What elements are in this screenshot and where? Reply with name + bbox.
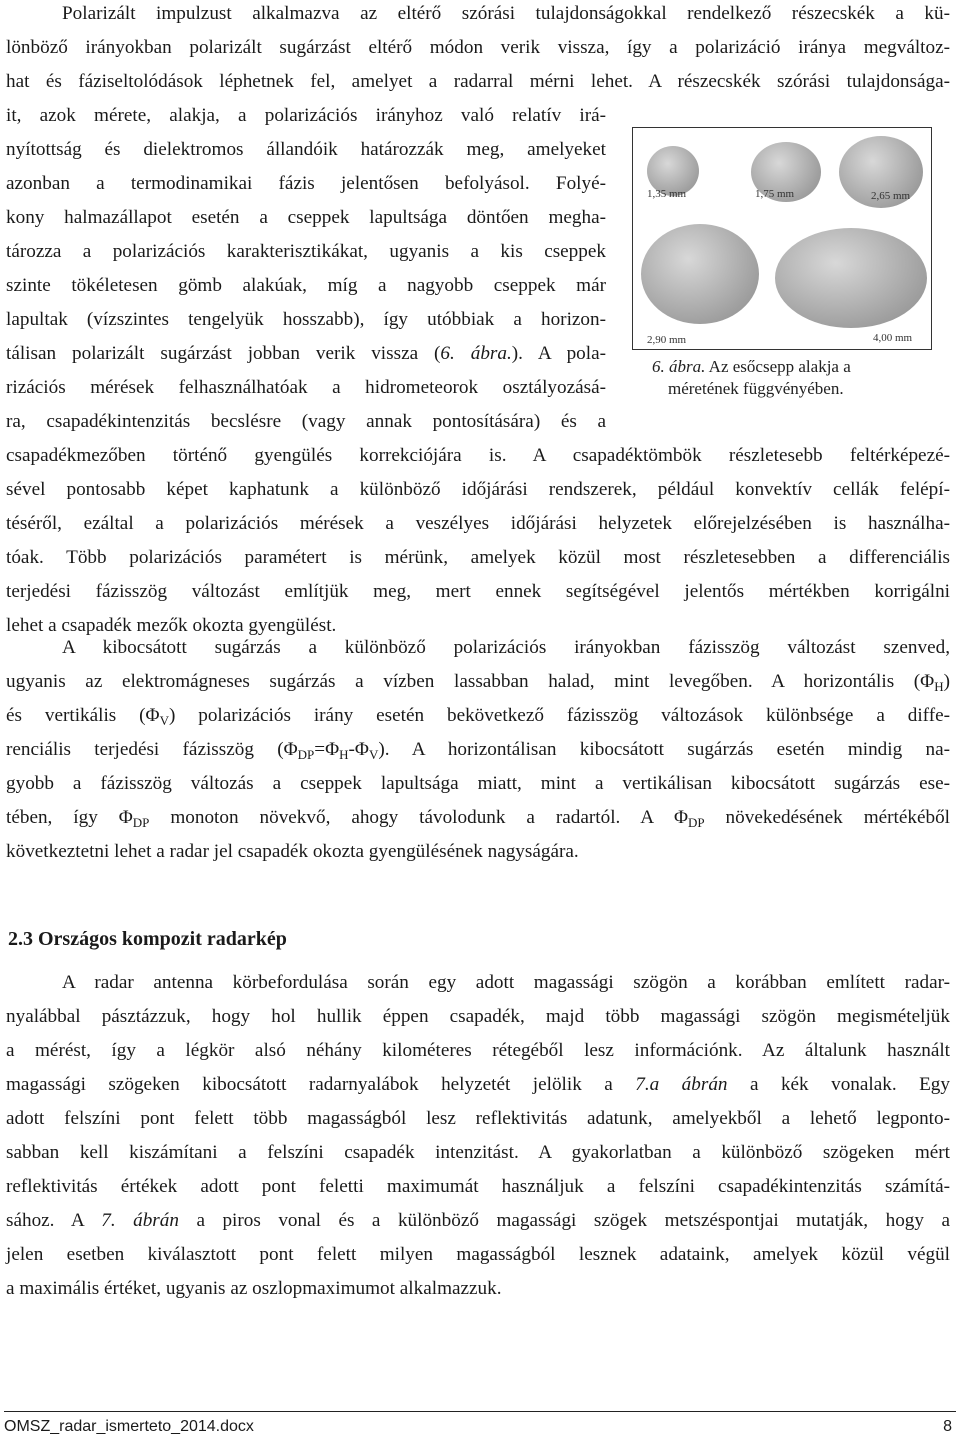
para1-text: ). A pola-: [511, 343, 606, 364]
para1-line-12: rizációs mérések felhasználhatóak a hidrometeorok osztályozásá-: [6, 377, 606, 398]
drop-label-3: 2,65 mm: [871, 190, 911, 202]
para1-line-17: tóak. Több polarizációs paramétert is mérünk, amelyek közül most részletesebben a differenciális: [6, 547, 950, 568]
para1-line-5: nyítottság és dielektromos állandóik határozzák meg, amelyeket: [6, 139, 606, 160]
para3-text: magassági szögeken kibocsátott radarnyalábok helyzetét jelölik a: [6, 1074, 636, 1095]
figure-caption-number: 6. ábra.: [652, 357, 706, 376]
para2-text: tében, így Φ: [6, 807, 133, 828]
para2-line-4: [6, 733, 950, 767]
subscript: H: [934, 679, 944, 694]
figure-reference: 6. ábra.: [440, 343, 512, 364]
para1-line-9: szinte tökéletesen gömb alakúak, míg a nagyobb cseppek már: [6, 275, 606, 296]
para3-line-7: reflektivitás értékek adott pont feletti maximumát használjuk a felszíni csapadékintenzitás számítá-: [6, 1176, 950, 1197]
para1-line-16: téséről, ezáltal a polarizációs mérések a veszélyes időjárási helyzetek előrejelzésében is használha-: [6, 513, 950, 534]
para2-line-1: A kibocsátott sugárzás a különböző polarizációs irányokban fázisszög változást szenved,: [62, 637, 950, 658]
subscript: H: [339, 747, 349, 762]
para2-line-3: [6, 699, 950, 733]
drop-label-5: 4,00 mm: [873, 332, 913, 344]
para1-line-14: csapadékmezőben történő gyengülés korrekciójára is. A csapadéktömbök részletesebb feltérképezé-: [6, 445, 950, 466]
para3-line-4: [6, 1068, 950, 1102]
subscript: DP: [687, 815, 705, 830]
para1-line-19: lehet a csapadék mezők okozta gyengülést.: [6, 615, 337, 636]
drop-label-4: 2,90 mm: [647, 334, 687, 346]
para3-line-9: jelen esetben kiválasztott pont felett milyen magasságból lesznek adataink, amelyek közül végül: [6, 1244, 950, 1265]
para2-text: ). A horizontálisan kibocsátott sugárzás esetén mindig na-: [378, 739, 950, 760]
para2-line-6: [6, 801, 950, 835]
para2-line-5: gyobb a fázisszög változás a cseppek lapultsága miatt, mint a vertikálisan kibocsátott sugárzás ese-: [6, 773, 950, 794]
figure-reference: 7. ábrán: [101, 1210, 179, 1231]
page-number: 8: [943, 1418, 952, 1435]
para3-line-1: A radar antenna körbefordulása során egy adott magassági szögön a korábban említett radar-: [62, 972, 950, 993]
para3-text: a piros vonal és a különböző magassági szögek metszéspontjai mutatják, hogy a: [178, 1210, 950, 1231]
para1-line-11: [6, 337, 606, 371]
figure-caption-line-1: [652, 357, 851, 377]
para1-line-10: lapultak (vízszintes tengelyük hosszabb), így utóbbiak a horizon-: [6, 309, 606, 330]
para1-line-4: it, azok mérete, alakja, a polarizációs irányhoz való relatív irá-: [6, 105, 606, 126]
para3-line-5: adott felszíni pont felett több magasságból lesz reflektivitás adatunk, amelyekből a lehető legponto-: [6, 1108, 950, 1129]
para3-line-10: a maximális értéket, ugyanis az oszlopmaximumot alkalmazzuk.: [6, 1278, 502, 1299]
para1-line-6: azonban a termodinamikai fázis jelentősen befolyásol. Folyé-: [6, 173, 606, 194]
drop-label-2: 1,75 mm: [755, 188, 795, 200]
para2-text: ) polarizációs irány esetén bekövetkező fázisszög változások különbsége a diffe-: [168, 705, 950, 726]
section-heading: 2.3 Országos kompozit radarkép: [8, 928, 287, 950]
para2-text: -Φ: [348, 739, 369, 760]
subscript: V: [368, 747, 379, 762]
para1-line-7: kony halmazállapot esetén a cseppek lapultsága döntően megha-: [6, 207, 606, 228]
para2-text: ugyanis az elektromágneses sugárzás a vízben lassabban halad, mint levegőben. A horizontális (Φ: [6, 671, 935, 692]
subscript: DP: [297, 747, 315, 762]
para3-line-8: [6, 1204, 950, 1238]
drop-label-1: 1,35 mm: [647, 188, 687, 200]
para3-line-3: a mérést, így a légkör alsó néhány kilométeres rétegéből lesz információnk. Az általunk használt: [6, 1040, 950, 1061]
para1-line-1: Polarizált impulzust alkalmazva az eltérő szórási tulajdonságokkal rendelkező részecskék a kü-: [62, 3, 950, 24]
para3-text: a kék vonalak. Egy: [727, 1074, 950, 1095]
raindrop-2-90mm: [641, 224, 759, 324]
para1-line-18: terjedési fázisszög változást említjük meg, mert ennek segítségével jelentős mértékben korrigálni: [6, 581, 950, 602]
para1-line-8: tározza a polarizációs karakterisztikákat, ugyanis a kis cseppek: [6, 241, 606, 262]
para2-text: =Φ: [314, 739, 340, 760]
para1-line-13: ra, csapadékintenzitás becslésre (vagy annak pontosítására) és a: [6, 411, 606, 432]
para1-line-3: hat és fáziseltolódások léphetnek fel, amelyet a radarral mérni lehet. A részecskék szórási tulajdonsága-: [6, 71, 950, 92]
para1-line-15: sével pontosabb képet kaphatunk a különböző időjárási rendszerek, például konvektív cellák felépí-: [6, 479, 950, 500]
figure-caption-text: Az esőcsepp alakja a: [705, 357, 851, 376]
para2-text: renciális terjedési fázisszög (Φ: [6, 739, 298, 760]
page-footer: [4, 1411, 956, 1444]
para2-line-7: következtetni lehet a radar jel csapadék okozta gyengülésének nagyságára.: [6, 841, 579, 862]
para1-text: tálisan polarizált sugárzást jobban verik vissza (: [6, 343, 441, 364]
figure-reference: 7.a ábrán: [635, 1074, 728, 1095]
para2-line-2: [6, 665, 950, 699]
raindrop-figure: [632, 127, 932, 350]
footer-filename: OMSZ_radar_ismerteto_2014.docx: [4, 1418, 254, 1435]
raindrop-4-00mm: [775, 228, 927, 328]
para3-text: sához. A: [6, 1210, 102, 1231]
subscript: DP: [132, 815, 150, 830]
para3-line-2: nyalábbal pásztázzuk, hogy hol hullik éppen csapadék, majd több magassági szögön megismételjük: [6, 1006, 950, 1027]
para2-text: és vertikális (Φ: [6, 705, 160, 726]
para2-text: növekedésének mértékéből: [704, 807, 950, 828]
para2-text: ): [943, 671, 950, 692]
para1-line-2: lönböző irányokban polarizált sugárzást eltérő módon verik vissza, így a polarizáció iránya megváltoz-: [6, 37, 950, 58]
subscript: V: [159, 713, 169, 728]
para2-text: monoton növekvő, ahogy távolodunk a radartól. A Φ: [149, 807, 688, 828]
figure-caption-line-2: méretének függvényében.: [668, 379, 844, 398]
para3-line-6: sabban kell kiszámítani a felszíni csapadék intenzitást. A gyakorlatban a különböző szögeken mért: [6, 1142, 950, 1163]
